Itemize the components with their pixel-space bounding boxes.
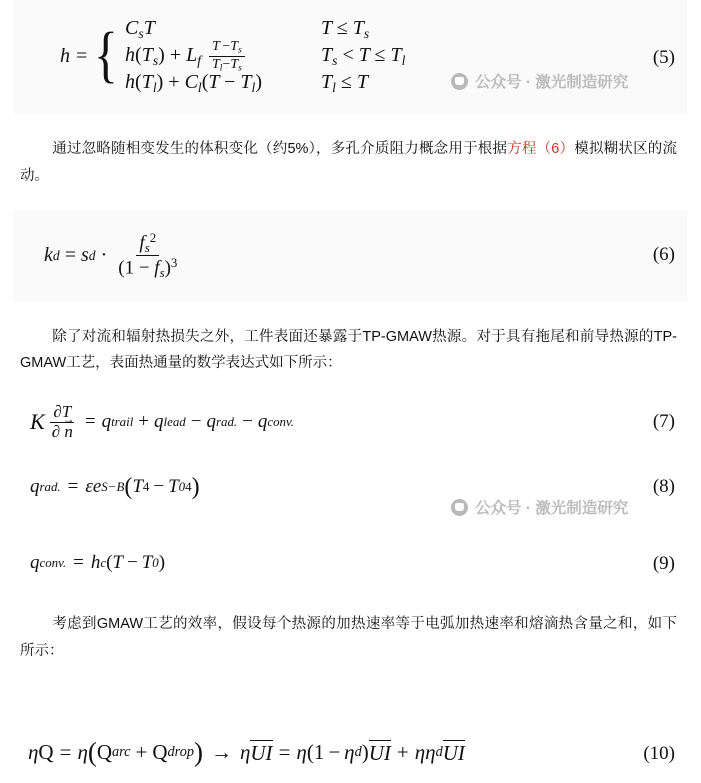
equation-6-body: k d = s d · $\frac{f_s^2}{(1 - f_s)^3}$ <box>44 230 178 281</box>
equation-8-body: q rad. = εe S−B ( T 4 − T 0 4 ) <box>30 473 200 500</box>
equation-7-body: K $\frac{\partial T}{\partial n}$ → = q trail + q lead − q rad. − q conv. <box>30 403 294 441</box>
paragraph-3 <box>14 611 687 665</box>
equation-10-body: η Q = η ( Q arc + Q drop ) → η UI = η ( 1 − η d ) UI + ηη d UI <box>28 737 465 768</box>
equation-10-number: (10) <box>643 742 675 764</box>
paragraph-2-text: 除了对流和辐射热损失之外，工件表面还暴露于TP-GMAW热源。对于具有拖尾和前导热源的TP-GMAW工艺，表面热通量的数学表达式如下所示： <box>20 328 677 372</box>
equation-5-number: (5) <box>652 47 675 68</box>
equation-block-9 <box>14 535 687 591</box>
paragraph-1-seg-1: 通过忽略随相变发生的体积变化（约5%），多孔介质阻力概念用于根据 <box>52 141 508 157</box>
equation-6-number: (6) <box>652 243 675 265</box>
equation-8-number: (8) <box>652 476 675 498</box>
equation-9-number: (9) <box>652 553 675 575</box>
equation-block-5 <box>14 0 687 114</box>
paragraph-1-seg-red: 方程（6） <box>507 141 575 157</box>
paragraph-1 <box>14 136 687 190</box>
watermark-1-text: 公众号 · 激光制造研究 <box>475 74 629 91</box>
equation-block-7 <box>14 391 687 453</box>
equation-9-body: q conv. = h c ( T − T 0 ) <box>30 552 166 574</box>
equation-block-10 <box>14 723 687 783</box>
watermark-2-text: 公众号 · 激光制造研究 <box>475 500 629 517</box>
paragraph-1-seg-3: 模拟糊状区的流动。 <box>20 141 677 184</box>
equation-5-body: h = { $C_sT$ $T \le T_s$ $h(T_s) + L_f$ $\frac{T -T_s}{T_l-T_s}$ $T_s < T \le T_l$ $h(T_l) + C_l(T - T_l)$ $T_l \le T$ <box>60 16 406 95</box>
equation-block-8 <box>14 461 687 513</box>
equation-7-number: (7) <box>652 411 675 433</box>
paragraph-3-text: 考虑到GMAW工艺的效率，假设每个热源的加热速率等于电弧加热速率和熔滴热含量之和，如下所示： <box>20 616 677 660</box>
paragraph-2 <box>14 324 687 378</box>
equation-block-6 <box>14 210 687 302</box>
